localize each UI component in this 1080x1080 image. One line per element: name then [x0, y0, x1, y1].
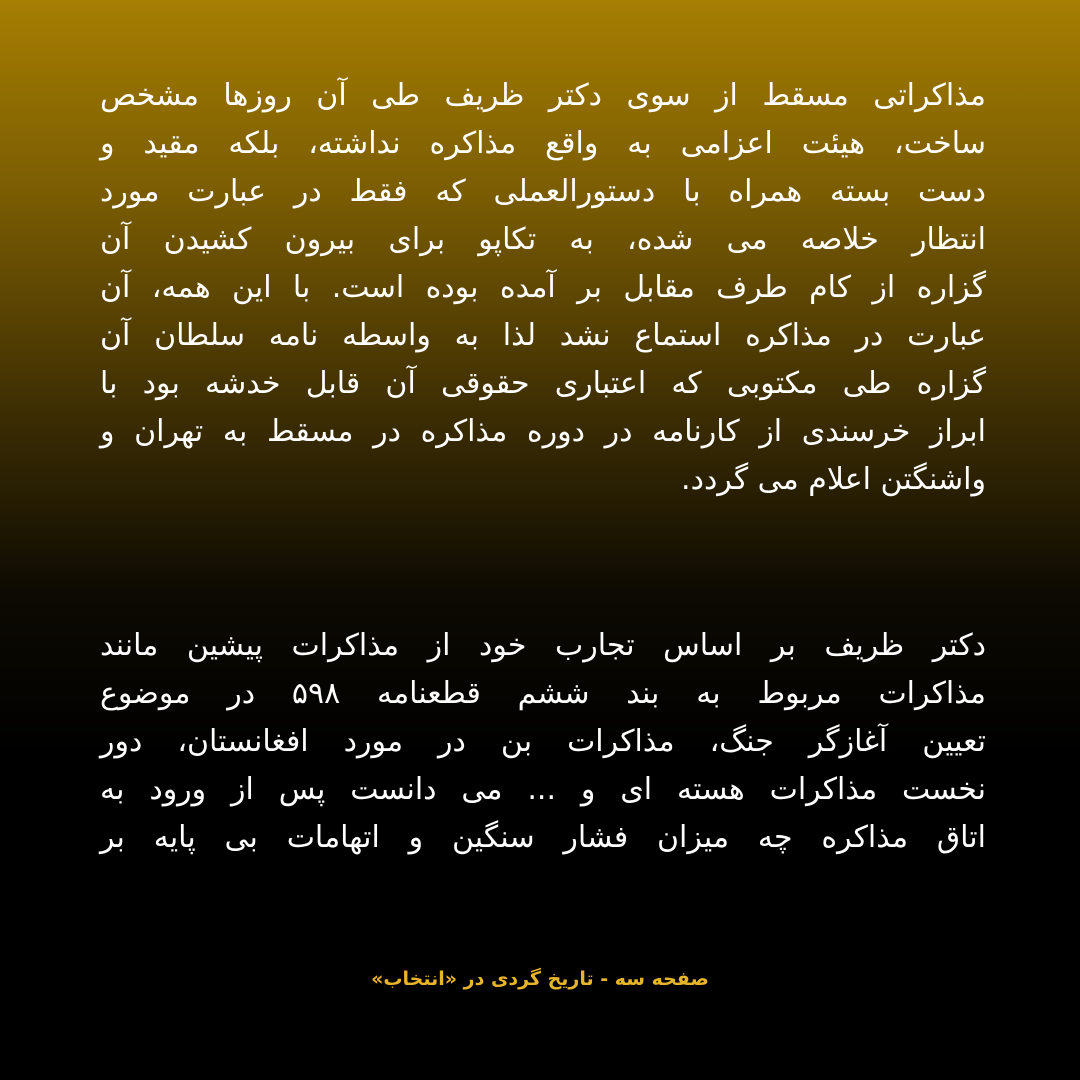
- text-line: ساخت، هیئت اعزامی به واقع مذاکره نداشته، بلکه مقید و: [100, 126, 986, 161]
- text-line: نخست مذاکرات هسته ای و ... می دانست پس از ورود به: [100, 772, 986, 807]
- text-line: مذاکرات مربوط به بند ششم قطعنامه ۵۹۸ در موضوع: [100, 676, 987, 711]
- text-line: تعیین آغازگر جنگ، مذاکرات بن در مورد افغانستان، دور: [100, 724, 986, 759]
- text-line: انتظار خلاصه می شده، به تکاپو برای بیرون کشیدن آن: [100, 222, 986, 257]
- page-footer: صفحه سه - تاریخ گردی در «انتخاب»: [371, 968, 709, 990]
- text-line: دکتر ظریف بر اساس تجارب خود از مذاکرات پیشین مانند: [100, 628, 986, 663]
- paragraph-2: [100, 622, 986, 862]
- paragraph-1: [100, 72, 986, 504]
- text-line: عبارت در مذاکره استماع نشد لذا به واسطه نامه سلطان آن: [100, 318, 986, 353]
- text-line: مذاکراتی مسقط از سوی دکتر ظریف طی آن روزها مشخص: [100, 78, 986, 113]
- text-line: واشنگتن اعلام می گردد.: [681, 462, 986, 497]
- text-line: اتاق مذاکره چه میزان فشار سنگین و اتهامات بی پایه بر: [100, 820, 986, 855]
- text-line: گزاره طی مکتوبی که اعتباری حقوقی آن قابل خدشه بود با: [100, 366, 986, 401]
- text-line: دست بسته همراه با دستورالعملی که فقط در عبارت مورد: [100, 174, 986, 209]
- text-line: گزاره از کام طرف مقابل بر آمده بوده است. با این همه، آن: [100, 270, 986, 305]
- text-line: ابراز خرسندی از کارنامه در دوره مذاکره در مسقط به تهران و: [100, 414, 986, 449]
